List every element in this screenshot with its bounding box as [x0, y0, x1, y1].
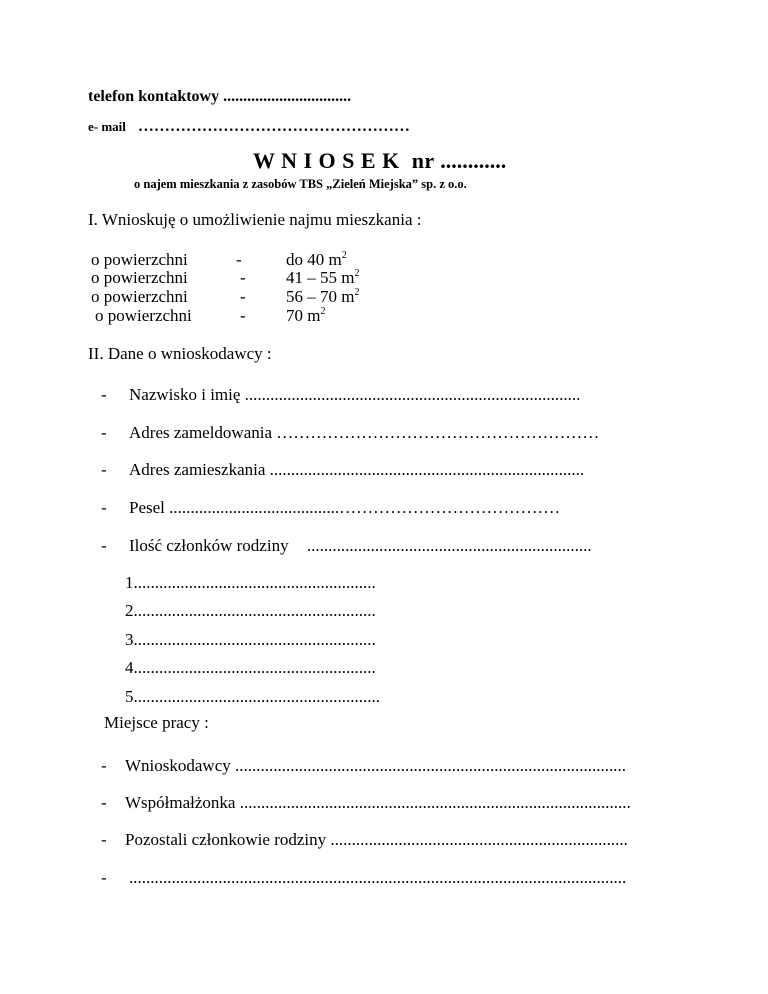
title-nr: nr: [411, 148, 435, 173]
area-option-label: o powierzchni: [91, 250, 188, 269]
area-option-label: o powierzchni: [91, 268, 188, 287]
family-members-count-field: [129, 536, 592, 556]
workplace-other-members-field: Pozostali członkowie rodziny ......................................................................: [125, 830, 628, 849]
family-member-line: 4.........................................................: [125, 658, 376, 677]
field-dash: -: [101, 536, 107, 555]
residence-address-field: [129, 460, 584, 480]
email-label: e- mail: [88, 119, 126, 134]
area-option-label: o powierzchni: [95, 306, 192, 325]
area-option-value: 70 $m^2$: [286, 306, 326, 325]
area-option-dash: -: [240, 306, 246, 325]
phone-field-label: telefon kontaktowy ................................: [88, 88, 352, 105]
workplace-extra-line: .....................................................................................................................: [129, 868, 627, 887]
field-dots: …………………………………………………: [276, 423, 600, 442]
area-option-label: o powierzchni: [91, 287, 188, 306]
field-label: Adres zamieszkania: [129, 460, 266, 479]
field-dash: -: [101, 793, 107, 812]
field-dash: -: [101, 498, 107, 517]
area-option-value: 41 – 55 $m^2$: [286, 268, 360, 287]
field-label: Ilość członków rodziny: [129, 536, 289, 555]
family-member-line: 1.........................................................: [125, 573, 376, 592]
field-dash: -: [101, 460, 107, 479]
document-title: [253, 148, 506, 174]
field-dash: -: [101, 385, 107, 404]
field-label: Nazwisko i imię: [129, 385, 241, 404]
field-label: Adres zameldowania: [129, 423, 273, 442]
area-option-row: [0, 306, 768, 328]
field-label: Pesel: [129, 498, 165, 517]
section2-heading: II. Dane o wnioskodawcy :: [88, 344, 272, 363]
email-field: [88, 118, 410, 136]
workplace-applicant-field: Wnioskodawcy ............................................................................................: [125, 756, 627, 775]
family-member-line: 2.........................................................: [125, 601, 376, 620]
field-dots: ..........................................................................: [269, 460, 585, 479]
section1-heading: I. Wnioskuję o umożliwienie najmu mieszkania :: [88, 210, 422, 229]
field-dots: ...................................................................: [306, 536, 592, 555]
field-dots: ........................................…………………………………: [169, 498, 561, 517]
surname-name-field: [129, 385, 580, 405]
email-dots: ……………………………………………: [137, 118, 410, 135]
workplace-spouse-field: Współmałżonka ............................................................................................: [125, 793, 631, 812]
field-dash: -: [101, 868, 107, 887]
title-number-dots: ............: [440, 148, 507, 173]
area-option-dash: -: [240, 287, 246, 306]
title-main: W N I O S E K: [253, 148, 400, 173]
area-option-value: do 40 $m^2$: [286, 250, 347, 269]
area-option-value: 56 – 70 $m^2$: [286, 287, 360, 306]
family-member-line: 3.........................................................: [125, 630, 376, 649]
field-dash: -: [101, 756, 107, 775]
family-member-line: 5..........................................................: [125, 687, 380, 706]
area-option-dash: -: [236, 250, 242, 269]
field-dots: ...............................................................................: [244, 385, 581, 404]
area-option-dash: -: [240, 268, 246, 287]
registered-address-field: [129, 423, 599, 443]
workplace-heading: Miejsce pracy :: [104, 713, 209, 732]
field-dash: -: [101, 423, 107, 442]
field-dash: -: [101, 830, 107, 849]
pesel-field: [129, 498, 560, 518]
document-subtitle: o najem mieszkania z zasobów TBS „Zieleń Miejska” sp. z o.o.: [134, 177, 467, 191]
